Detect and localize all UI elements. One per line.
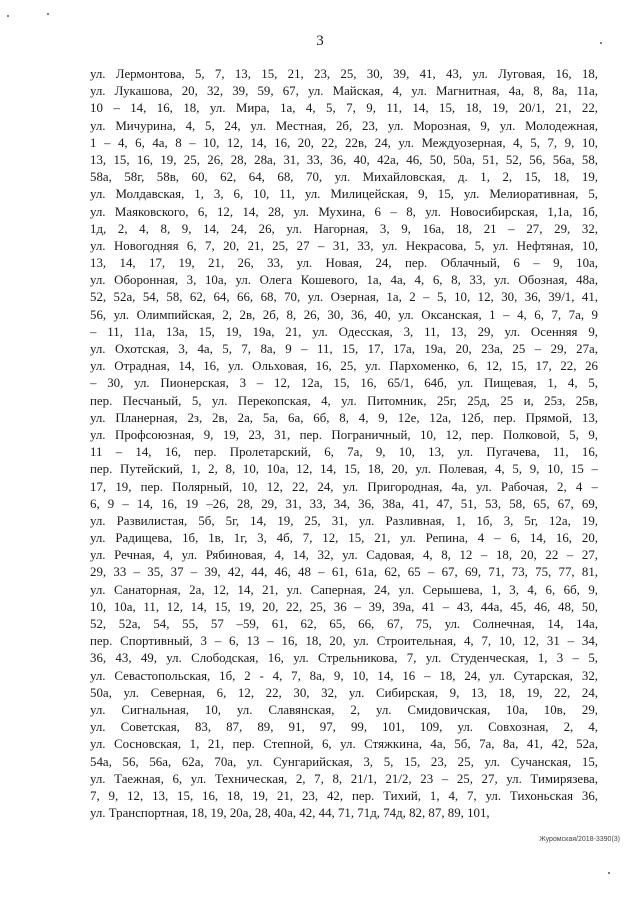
text-line: 56, ул. Олимпийская, 2, 2в, 2б, 8, 26, 30, 36, 40, ул. Оксанская, 1 – 4, 6, 7, 7а, 9 [90, 307, 598, 322]
text-line: ул. Новогодняя 6, 7, 20, 21, 25, 27 – 31, 33, ул. Некрасова, 5, ул. Нефтяная, 10, [90, 238, 598, 253]
text-line: 11 – 14, 16, пер. Пролетарский, 6, 7а, 9, 10, 13, ул. Пугачева, 11, 16, [90, 445, 598, 460]
scan-speck [7, 15, 9, 17]
text-line: ул. Лермонтова, 5, 7, 13, 15, 21, 23, 25, 30, 39, 41, 43, ул. Луговая, 16, 18, [90, 67, 598, 81]
text-line: 13, 15, 16, 19, 25, 26, 28, 28а, 31, 33, 36, 40, 42а, 46, 50, 50а, 51, 52, 56, 56а, 58, [90, 152, 598, 167]
text-line: ул. Развилистая, 5б, 5г, 14, 19, 25, 31, ул. Разливная, 1, 1б, 3, 5г, 12а, 19, [90, 513, 598, 528]
text-line: ул. Молдавская, 1, 3, 6, 10, 11, ул. Милицейская, 9, 15, ул. Мелиоративная, 5, [90, 187, 598, 202]
text-line: ул. Маяковского, 6, 12, 14, 28, ул. Мухина, 6 – 8, ул. Новосибирская, 1,1а, 1б, [90, 204, 598, 219]
scan-speck [47, 13, 49, 15]
document-reference-code: Журомская/2018-3390(3) [539, 836, 620, 843]
text-line: 54а, 56, 56а, 62а, 70а, ул. Сунгарийская, 3, 5, 15, 23, 25, ул. Сучанская, 15, [90, 754, 598, 769]
text-line: – 11, 11а, 13а, 15, 19, 19а, 21, ул. Одесская, 3, 11, 13, 29, ул. Осенняя 9, [90, 324, 598, 339]
text-line: ул. Речная, 4, ул. Рябиновая, 4, 14, 32, ул. Садовая, 4, 8, 12 – 18, 20, 22 – 27, [90, 548, 598, 563]
text-line: 29, 33 – 35, 37 – 39, 42, 44, 46, 48 – 61, 61а, 62, 65 – 67, 69, 71, 73, 75, 77, 81, [90, 565, 598, 580]
text-line: 50а, ул. Северная, 6, 12, 22, 30, 32, ул. Сибирская, 9, 13, 18, 19, 22, 24, [90, 685, 598, 700]
text-line: ул. Лукашова, 20, 32, 39, 59, 67, ул. Майская, 4, ул. Магнитная, 4а, 8, 8а, 11а, [90, 84, 598, 99]
text-line: ул. Радищева, 1б, 1в, 1г, 3, 4б, 7, 12, 15, 21, ул. Репина, 4 – 6, 14, 16, 20, [90, 531, 598, 546]
text-line: пер. Спортивный, 3 – 6, 13 – 16, 18, 20, ул. Строительная, 4, 7, 10, 12, 31 – 34, [90, 634, 598, 649]
text-line: 6, 9 – 14, 16, 19 –26, 28, 29, 31, 33, 34, 36, 38а, 41, 47, 51, 53, 58, 65, 67, 69, [90, 496, 598, 511]
scan-speck [600, 42, 602, 44]
text-line: ул. Планерная, 2з, 2в, 2а, 5а, 6а, 6б, 8, 4, 9, 12е, 12а, 12б, пер. Прямой, 13, [90, 410, 598, 425]
text-line: 58а, 58г, 58в, 60, 62, 64, 68, 70, ул. Михайловская, д. 1, 2, 15, 18, 19, [90, 170, 598, 185]
text-line: 13, 14, 17, 19, 21, 26, 33, ул. Новая, 24, пер. Облачный, 6 – 9, 10а, [90, 256, 598, 271]
text-line: ул. Сигнальная, 10, ул. Славянская, 2, ул. Смидовичская, 10а, 10в, 29, [90, 702, 598, 717]
text-line: ул. Профсоюзная, 9, 19, 23, 31, пер. Пограничный, 10, 12, пер. Полковой, 5, 9, [90, 427, 598, 442]
text-line: 36, 43, 49, ул. Слободская, 16, ул. Стрельникова, 7, ул. Студенческая, 1, 3 – 5, [90, 651, 598, 666]
text-line: ул. Санаторная, 2а, 12, 14, 21, ул. Саперная, 24, ул. Серышева, 1, 3, 4, 6, 6б, 9, [90, 582, 598, 597]
text-line: 1д, 2, 4, 8, 9, 14, 24, 26, ул. Нагорная, 3, 9, 16а, 18, 21 – 27, 29, 32, [90, 221, 598, 236]
address-list-text [90, 66, 598, 822]
text-line: – 30, ул. Пионерская, 3 – 12, 12а, 15, 16, 65/1, 64б, ул. Пищевая, 1, 4, 5, [90, 376, 598, 391]
text-line: пер. Песчаный, 5, ул. Перекопская, 4, ул. Питомник, 25г, 25д, 25 и, 25з, 25в, [90, 393, 598, 408]
text-line: ул. Мичурина, 4, 5, 24, ул. Местная, 2б, 23, ул. Морозная, 9, ул. Молодежная, [90, 118, 598, 133]
text-line: 7, 9, 12, 13, 15, 16, 18, 19, 21, 23, 42, пер. Тихий, 1, 4, 7, ул. Тихоньская 36, [90, 788, 598, 803]
text-line: 1 – 4, 6, 4а, 8 – 10, 12, 14, 16, 20, 22, 22в, 24, ул. Междуозерная, 4, 5, 7, 9, 10, [90, 135, 598, 150]
text-line: 52, 52а, 54, 55, 57 –59, 61, 62, 65, 66, 67, 75, ул. Солнечная, 14, 14а, [90, 617, 598, 631]
text-line: ул. Оборонная, 3, 10а, ул. Олега Кошевого, 1а, 4а, 4, 6, 8, 33, ул. Обозная, 48а, [90, 273, 598, 288]
page-number: 3 [316, 33, 324, 49]
text-line: ул. Таежная, 6, ул. Техническая, 2, 7, 8, 21/1, 21/2, 23 – 25, 27, ул. Тимирязева, [90, 771, 598, 786]
text-line: ул. Севастопольская, 1б, 2 - 4, 7, 8а, 9, 10, 14, 16 – 18, 24, ул. Сутарская, 32, [90, 668, 598, 683]
scan-speck [608, 872, 610, 874]
text-line: ул. Отрадная, 14, 16, ул. Ольховая, 16, 25, ул. Пархоменко, 6, 12, 15, 17, 22, 26 [90, 359, 598, 374]
text-line: ул. Сосновская, 1, 21, пер. Степной, 6, ул. Стяжкина, 4а, 5б, 7а, 8а, 41, 42, 52а, [90, 737, 598, 752]
text-line: ул. Транспортная, 18, 19, 20а, 28, 40а, 42, 44, 71, 71д, 74д, 82, 87, 89, 101, [90, 806, 490, 821]
text-line: ул. Охотская, 3, 4а, 5, 7, 8а, 9 – 11, 15, 17, 17а, 19а, 20, 23а, 25 – 29, 27а, [90, 342, 598, 356]
text-line: 17, 19, пер. Полярный, 10, 12, 22, 24, ул. Пригородная, 4а, ул. Рабочая, 2, 4 – [90, 479, 598, 494]
text-line: 10 – 14, 16, 18, ул. Мира, 1а, 4, 5, 7, 9, 11, 14, 15, 18, 19, 20/1, 21, 22, [90, 101, 598, 116]
text-line: 52, 52а, 54, 58, 62, 64, 66, 68, 70, ул. Озерная, 1а, 2 – 5, 10, 12, 30, 36, 39/1, 41, [90, 290, 598, 305]
text-line: 10, 10а, 11, 12, 14, 15, 19, 20, 22, 25, 36 – 39, 39а, 41 – 43, 44а, 45, 46, 48, 50, [90, 599, 598, 614]
text-line: пер. Путейский, 1, 2, 8, 10, 10а, 12, 14, 15, 18, 20, ул. Полевая, 4, 5, 9, 10, 15 – [90, 462, 598, 477]
text-line: ул. Советская, 83, 87, 89, 91, 97, 99, 101, 109, ул. Совхозная, 2, 4, [90, 720, 598, 735]
